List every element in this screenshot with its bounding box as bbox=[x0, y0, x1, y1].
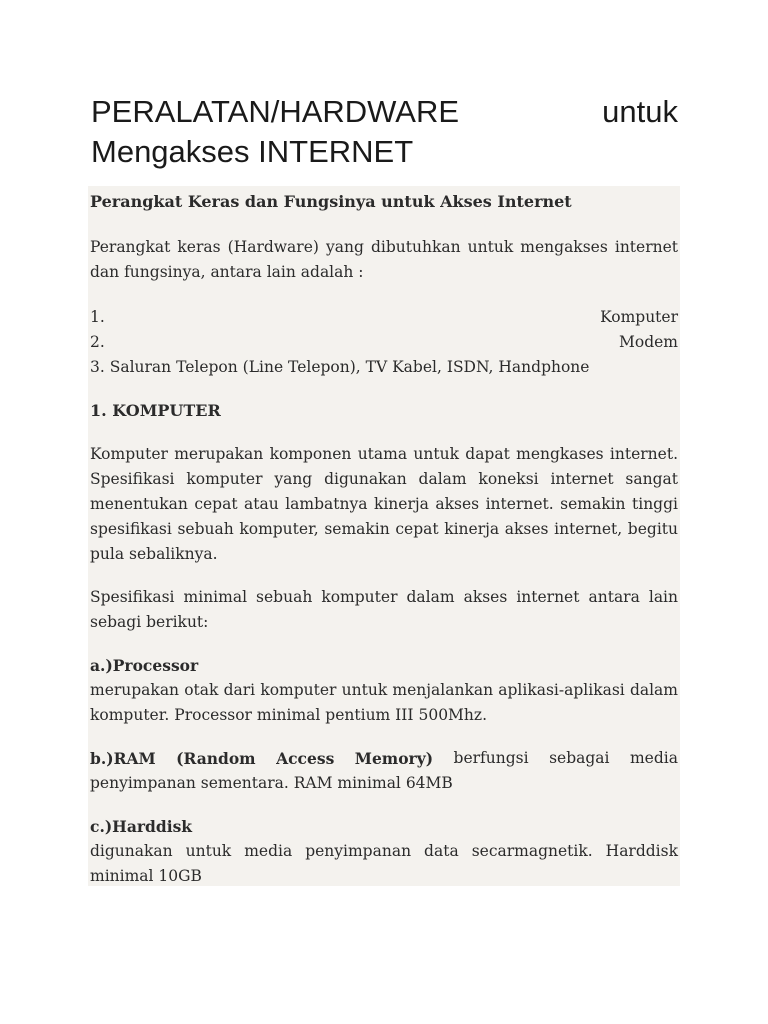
ram-word: (Random bbox=[176, 749, 256, 768]
title-line2: Mengakses INTERNET bbox=[91, 134, 414, 169]
list-item-label: Komputer bbox=[600, 308, 678, 326]
ram-block bbox=[90, 746, 678, 796]
harddisk-block bbox=[90, 814, 678, 889]
ram-second-line: penyimpanan sementara. RAM minimal 64MB bbox=[90, 774, 453, 792]
section-heading: Perangkat Keras dan Fungsinya untuk Akses Internet bbox=[90, 192, 572, 211]
ram-word: sebagai bbox=[549, 749, 610, 767]
title-line1-right: untuk bbox=[602, 94, 678, 129]
list-item-number: 1. bbox=[90, 308, 105, 326]
list-item bbox=[90, 330, 678, 355]
processor-text: merupakan otak dari komputer untuk menjalankan aplikasi-aplikasi dalam komputer. Processor minimal pentium III 500Mhz. bbox=[90, 681, 678, 724]
ram-word: Access bbox=[276, 749, 335, 768]
processor-heading: a.)Processor bbox=[90, 656, 199, 675]
ram-word: b.)RAM bbox=[90, 749, 156, 768]
harddisk-heading: c.)Harddisk bbox=[90, 817, 193, 836]
ram-word: Memory) bbox=[354, 749, 434, 768]
ram-word: media bbox=[629, 749, 678, 767]
list-item-number: 2. bbox=[90, 333, 105, 351]
list-item bbox=[90, 305, 678, 330]
komputer-paragraph: Komputer merupakan komponen utama untuk dapat mengkases internet. Spesifikasi komputer yang digunakan dalam koneksi internet sangat menentukan cepat atau lambatnya kinerja akses internet. semakin tinggi spesifikasi sebuah komputer, semakin cepat kinerja akses internet, begitu pula sebaliknya. bbox=[90, 445, 678, 563]
list-item: 3. Saluran Telepon (Line Telepon), TV Kabel, ISDN, Handphone bbox=[90, 358, 590, 376]
processor-block bbox=[90, 653, 678, 728]
article-body bbox=[88, 186, 680, 886]
document-title bbox=[91, 92, 678, 172]
intro-paragraph: Perangkat keras (Hardware) yang dibutuhkan untuk mengakses internet dan fungsinya, antara lain adalah : bbox=[90, 238, 678, 281]
title-line1-left: PERALATAN/HARDWARE bbox=[91, 94, 460, 129]
hardware-list bbox=[90, 305, 678, 380]
ram-first-line bbox=[90, 746, 678, 771]
harddisk-text: digunakan untuk media penyimpanan data secarmagnetik. Harddisk minimal 10GB bbox=[90, 842, 678, 885]
ram-word: berfungsi bbox=[453, 749, 529, 767]
list-item-label: Modem bbox=[619, 333, 678, 351]
komputer-heading: 1. KOMPUTER bbox=[90, 401, 221, 420]
spec-intro-paragraph: Spesifikasi minimal sebuah komputer dalam akses internet antara lain sebagi berikut: bbox=[90, 588, 678, 631]
